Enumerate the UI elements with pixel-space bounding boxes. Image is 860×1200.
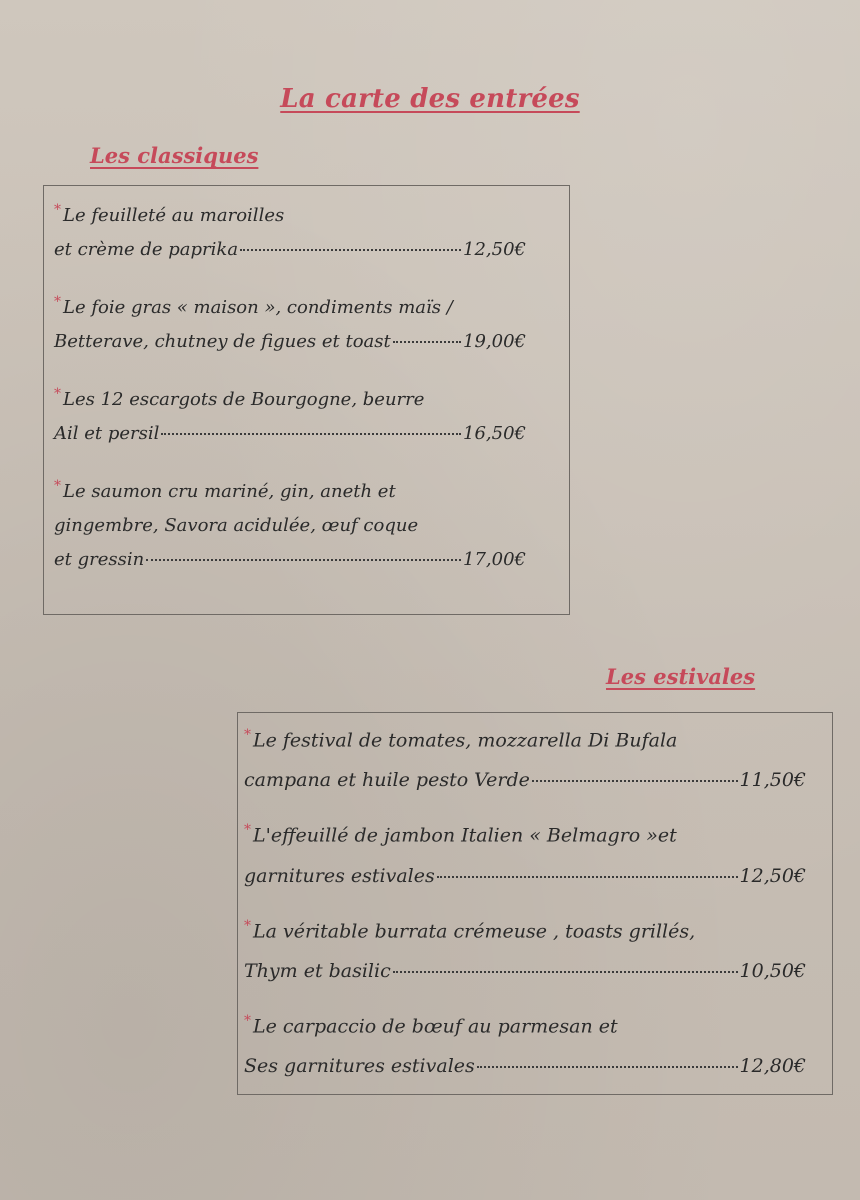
menu-item-price-line xyxy=(244,1046,806,1086)
menu-item-description: Betterave, chutney de figues et toast xyxy=(54,331,391,352)
menu-item-description: et crème de paprika xyxy=(54,239,239,260)
star-marker: * xyxy=(244,822,251,839)
menu-item-jambon xyxy=(244,810,826,895)
menu-item-foie-gras xyxy=(54,285,559,359)
menu-item-price-line xyxy=(244,856,806,896)
menu-item-price-line xyxy=(54,543,526,577)
star-marker: * xyxy=(54,386,61,402)
menu-item-description: Ail et persil xyxy=(54,423,160,444)
section-box-classiques xyxy=(43,185,570,615)
dot-leader xyxy=(161,433,461,435)
menu-item-price: 19,00€ xyxy=(463,331,526,352)
menu-item-feuillete xyxy=(54,193,559,267)
menu-item-tomates xyxy=(244,715,826,800)
menu-item-price: 12,80€ xyxy=(739,1055,806,1078)
page-title xyxy=(0,84,860,114)
menu-item-description: campana et huile pesto Verde xyxy=(244,769,530,792)
menu-item-line xyxy=(54,285,559,325)
menu-item-description: La véritable burrata crémeuse , toasts grillés, xyxy=(253,919,696,942)
menu-item-saumon xyxy=(54,469,559,577)
dot-leader xyxy=(146,559,461,561)
star-marker: * xyxy=(54,478,61,494)
menu-item-description: Le feuilleté au maroilles xyxy=(63,205,285,226)
menu-item-price-line xyxy=(54,325,526,359)
section-box-estivales xyxy=(237,712,833,1095)
menu-item-description: Thym et basilic xyxy=(244,959,391,982)
menu-item-description: garnitures estivales xyxy=(244,864,435,887)
menu-item-price: 17,00€ xyxy=(463,549,526,570)
star-marker: * xyxy=(244,917,251,934)
menu-item-line xyxy=(54,469,559,509)
menu-item-line xyxy=(244,1001,826,1046)
menu-item-description: et gressin xyxy=(54,549,145,570)
menu-item-description: Ses garnitures estivales xyxy=(244,1055,475,1078)
menu-item-line xyxy=(54,509,559,543)
section-title-estivales: Les estivales xyxy=(606,664,756,689)
menu-item-description: Le foie gras « maison », condiments maïs / xyxy=(63,297,453,318)
page-title-text: La carte des entrées xyxy=(280,84,580,114)
menu-item-line xyxy=(244,810,826,855)
menu-item-description: Le carpaccio de bœuf au parmesan et xyxy=(253,1015,618,1038)
menu-item-description: L'effeuillé de jambon Italien « Belmagro »et xyxy=(253,824,677,847)
star-marker: * xyxy=(54,202,61,218)
menu-item-price: 16,50€ xyxy=(463,423,526,444)
menu-item-price-line xyxy=(244,951,806,991)
section-title-classiques: Les classiques xyxy=(90,143,259,168)
menu-item-description: Le saumon cru mariné, gin, aneth et xyxy=(63,481,396,502)
star-marker: * xyxy=(54,294,61,310)
menu-item-description: gingembre, Savora acidulée, œuf coque xyxy=(54,515,419,536)
menu-item-line xyxy=(54,193,559,233)
menu-item-description: Les 12 escargots de Bourgogne, beurre xyxy=(63,389,425,410)
menu-item-price: 10,50€ xyxy=(739,959,806,982)
menu-item-price-line xyxy=(54,417,526,451)
dot-leader xyxy=(477,1066,738,1068)
menu-item-escargots xyxy=(54,377,559,451)
menu-item-burrata xyxy=(244,906,826,991)
dot-leader xyxy=(532,780,738,782)
dot-leader xyxy=(437,876,738,878)
menu-item-line xyxy=(244,715,826,760)
menu-item-price: 12,50€ xyxy=(739,864,806,887)
dot-leader xyxy=(393,341,461,343)
dot-leader xyxy=(393,971,738,973)
menu-item-line xyxy=(54,377,559,417)
menu-item-price: 12,50€ xyxy=(463,239,526,260)
star-marker: * xyxy=(244,1012,251,1029)
menu-item-carpaccio xyxy=(244,1001,826,1086)
menu-item-price-line xyxy=(54,233,526,267)
star-marker: * xyxy=(244,727,251,743)
menu-item-price: 11,50€ xyxy=(739,769,806,792)
dot-leader xyxy=(240,249,461,251)
menu-item-line xyxy=(244,906,826,951)
menu-item-description: Le festival de tomates, mozzarella Di Bufala xyxy=(253,729,678,752)
menu-item-price-line xyxy=(244,760,806,800)
